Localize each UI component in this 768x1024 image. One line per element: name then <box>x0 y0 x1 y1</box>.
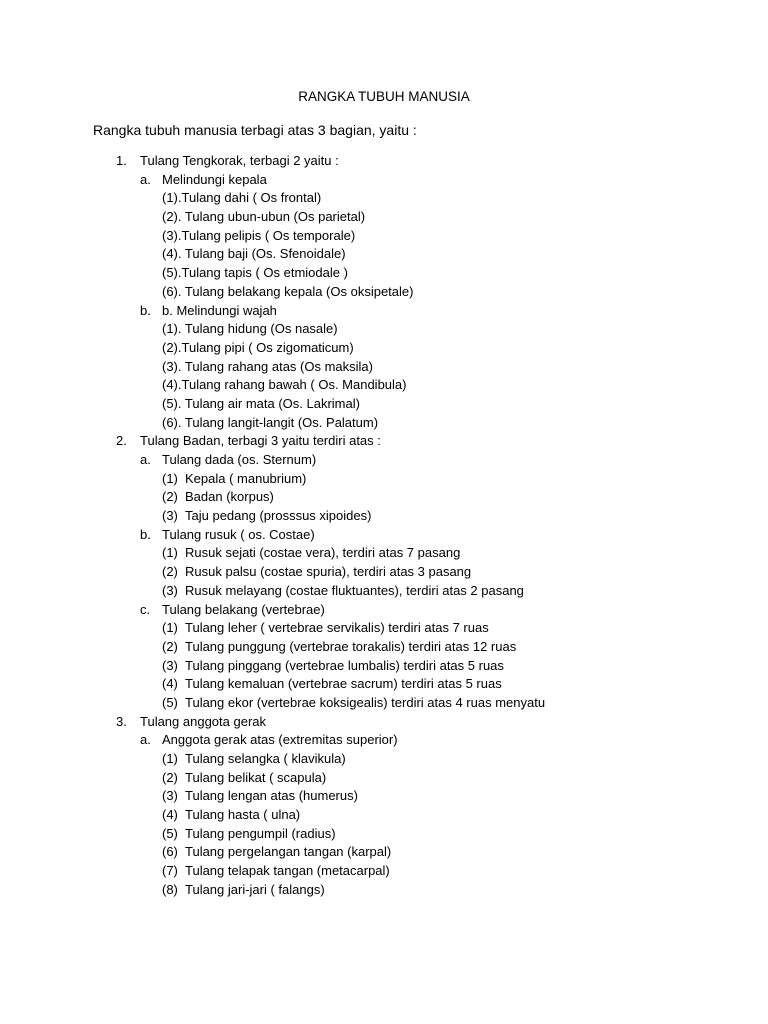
list-item-text: Rusuk sejati (costae vera), terdiri atas 7 pasang <box>185 545 461 561</box>
list-item <box>0 451 768 470</box>
list-marker: c. <box>140 601 151 617</box>
list-item <box>0 638 768 657</box>
list-marker: (3) <box>162 582 178 598</box>
list-item <box>0 320 768 339</box>
list-item-text: Tulang selangka ( klavikula) <box>185 751 346 766</box>
list-item <box>0 675 768 694</box>
document-title: RANGKA TUBUH MANUSIA <box>298 89 470 104</box>
list-marker: a. <box>140 171 151 187</box>
list-item-text: Tulang punggung (vertebrae torakalis) terdiri atas 12 ruas <box>185 638 517 654</box>
list-item-text: Tulang telapak tangan (metacarpal) <box>185 863 390 879</box>
list-marker: (4) <box>162 676 178 692</box>
list-item-text: Tulang rusuk ( os. Costae) <box>162 526 315 542</box>
list-item-text: (4). Tulang baji (Os. Sfenoidale) <box>162 246 346 262</box>
list-marker: (1) <box>162 470 178 486</box>
list-item-text: Badan (korpus) <box>185 489 274 505</box>
list-item <box>0 358 768 377</box>
list-item-text: Anggota gerak atas (extremitas superior) <box>162 732 398 748</box>
list-item-text: Tulang anggota gerak <box>140 713 267 729</box>
list-item <box>0 283 768 302</box>
list-item <box>0 227 768 246</box>
list-item-text: Tulang leher ( vertebrae servikalis) terdiri atas 7 ruas <box>185 620 489 636</box>
list-item-text: (2). Tulang ubun-ubun (Os parietal) <box>162 209 366 225</box>
list-item-text: (3). Tulang rahang atas (Os maksila) <box>162 358 373 374</box>
list-item-text: Tulang lengan atas (humerus) <box>185 788 358 804</box>
list-item-text: (4).Tulang rahang bawah ( Os. Mandibula) <box>162 377 407 393</box>
list-item <box>0 264 768 283</box>
list-marker: (2) <box>162 638 178 654</box>
list-item <box>0 339 768 358</box>
list-item-text: Tulang belikat ( scapula) <box>185 769 327 785</box>
list-item <box>0 189 768 208</box>
list-item-text: (6). Tulang belakang kepala (Os oksipetale) <box>162 283 414 299</box>
list-item <box>0 731 768 750</box>
list-item-text: Tulang pinggang (vertebrae lumbalis) terdiri atas 5 ruas <box>185 657 504 673</box>
list-marker: 1. <box>116 153 127 168</box>
list-item-text: b. Melindungi wajah <box>162 302 277 318</box>
list-item <box>0 825 768 844</box>
list-item-text: Tulang hasta ( ulna) <box>185 807 301 823</box>
list-item-text: (1).Tulang dahi ( Os frontal) <box>162 190 322 206</box>
list-marker: (4) <box>162 807 178 823</box>
list-item <box>0 432 768 451</box>
list-item-text: Tulang kemaluan (vertebrae sacrum) terdiri atas 5 ruas <box>185 676 502 692</box>
list-item-text: Kepala ( manubrium) <box>185 470 307 486</box>
list-item-text: Melindungi kepala <box>162 171 267 187</box>
list-marker: a. <box>140 732 151 748</box>
list-item <box>0 806 768 825</box>
list-marker: (3) <box>162 788 178 804</box>
list-item <box>0 507 768 526</box>
list-item <box>0 694 768 713</box>
list-item <box>0 208 768 227</box>
list-item <box>0 787 768 806</box>
list-marker: (5) <box>162 825 178 841</box>
list-item-text: Tulang Tengkorak, terbagi 2 yaitu : <box>140 153 339 168</box>
list-item-text: (5). Tulang air mata (Os. Lakrimal) <box>162 395 360 411</box>
list-item-text: Tulang dada (os. Sternum) <box>162 452 317 467</box>
list-item <box>0 657 768 676</box>
list-marker: 3. <box>116 713 127 729</box>
list-item-text: Rusuk palsu (costae spuria), terdiri atas 3 pasang <box>185 564 472 580</box>
list-item-text: Tulang pengumpil (radius) <box>185 825 336 841</box>
list-item-text: (6). Tulang langit-langit (Os. Palatum) <box>162 414 379 430</box>
list-item-text: Tulang ekor (vertebrae koksigealis) terdiri atas 4 ruas menyatu <box>185 694 546 710</box>
list-marker: b. <box>140 302 151 318</box>
list-item <box>0 470 768 489</box>
list-item-text: Taju pedang (prosssus xipoides) <box>185 508 372 524</box>
list-item <box>0 245 768 264</box>
list-item <box>0 881 768 900</box>
list-item-text: (5).Tulang tapis ( Os etmiodale ) <box>162 265 348 281</box>
list-item <box>0 713 768 732</box>
list-item <box>0 769 768 788</box>
list-item <box>0 862 768 881</box>
list-marker: (2) <box>162 769 178 785</box>
list-item <box>0 601 768 620</box>
list-item <box>0 488 768 507</box>
list-marker: (2) <box>162 489 178 505</box>
list-item-text: (2).Tulang pipi ( Os zigomaticum) <box>162 339 354 355</box>
list-item <box>0 843 768 862</box>
list-item <box>0 619 768 638</box>
list-item-text: Tulang Badan, terbagi 3 yaitu terdiri atas : <box>140 433 381 449</box>
list-marker: (1) <box>162 545 178 561</box>
list-item <box>0 414 768 433</box>
list-marker: (2) <box>162 564 178 580</box>
list-item <box>0 563 768 582</box>
intro-paragraph: Rangka tubuh manusia terbagi atas 3 bagian, yaitu : <box>93 122 417 138</box>
list-marker: (8) <box>162 881 178 897</box>
list-item <box>0 171 768 190</box>
list-marker: (1) <box>162 751 178 766</box>
list-item-text: (3).Tulang pelipis ( Os temporale) <box>162 227 356 243</box>
list-item-text: Tulang pergelangan tangan (karpal) <box>185 844 392 860</box>
list-marker: (3) <box>162 508 178 524</box>
list-item <box>0 526 768 545</box>
list-marker: (5) <box>162 694 178 710</box>
list-item <box>0 582 768 601</box>
list-item-text: Rusuk melayang (costae fluktuantes), terdiri atas 2 pasang <box>185 582 524 598</box>
list-marker: (6) <box>162 844 178 860</box>
list-marker: a. <box>140 452 151 467</box>
list-item <box>0 152 768 171</box>
list-item <box>0 750 768 769</box>
list-marker: 2. <box>116 433 127 449</box>
list-item-text: Tulang belakang (vertebrae) <box>162 601 325 617</box>
outline-list <box>0 152 768 900</box>
list-item-text: Tulang jari-jari ( falangs) <box>185 881 325 897</box>
list-item-text: (1). Tulang hidung (Os nasale) <box>162 321 338 337</box>
list-marker: (7) <box>162 863 178 879</box>
list-marker: (3) <box>162 657 178 673</box>
list-item <box>0 544 768 563</box>
list-item <box>0 302 768 321</box>
list-marker: b. <box>140 526 151 542</box>
list-item <box>0 395 768 414</box>
list-marker: (1) <box>162 620 178 636</box>
list-item <box>0 376 768 395</box>
